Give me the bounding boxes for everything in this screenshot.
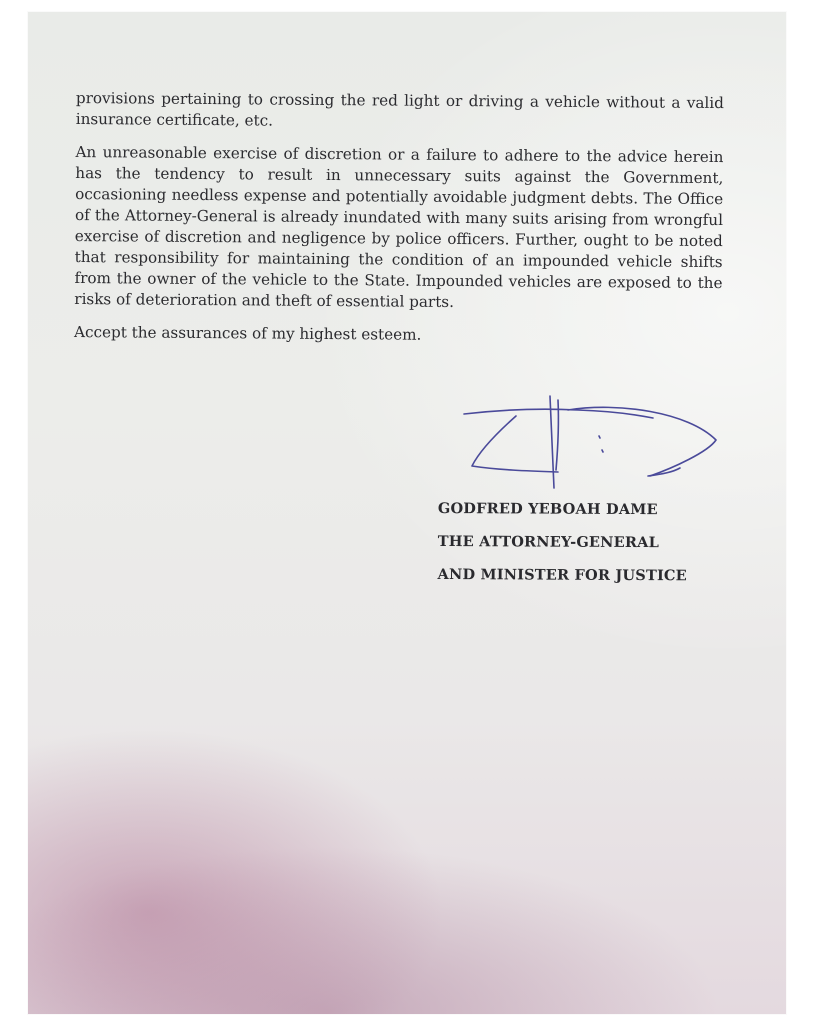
signatory-title-2: AND MINISTER FOR JUSTICE (437, 565, 687, 585)
signatory-name: GODFRED YEBOAH DAME (437, 499, 658, 519)
paragraph-discretion-warning: An unreasonable exercise of discretion or a failure to adhere to the advice herein has the tendency to result in unnecessary suits against the Government, occasioning needless expense and potentially avoidable judgment debts. The Office of the Attorney-General is already inundated with many suits arising from wrongful exercise of discretion and negligence by police officers. Further, ought to be noted that responsibility for maintaining the condition of an impounded vehicle shifts from the owner of the vehicle to the State. Impounded vehicles are exposed to the risks of deterioration and theft of essential parts. (74, 142, 724, 311)
paragraph-continuation: provisions pertaining to crossing the red light or driving a vehicle without a valid insurance certificate, etc. (75, 88, 724, 130)
letter-body (74, 88, 724, 360)
handwritten-signature (458, 392, 728, 492)
signatory-block (437, 492, 687, 592)
signatory-title-1: THE ATTORNEY-GENERAL (437, 532, 660, 552)
paragraph-closing: Accept the assurances of my highest esteem. (74, 322, 422, 344)
letter-page (28, 12, 786, 1014)
